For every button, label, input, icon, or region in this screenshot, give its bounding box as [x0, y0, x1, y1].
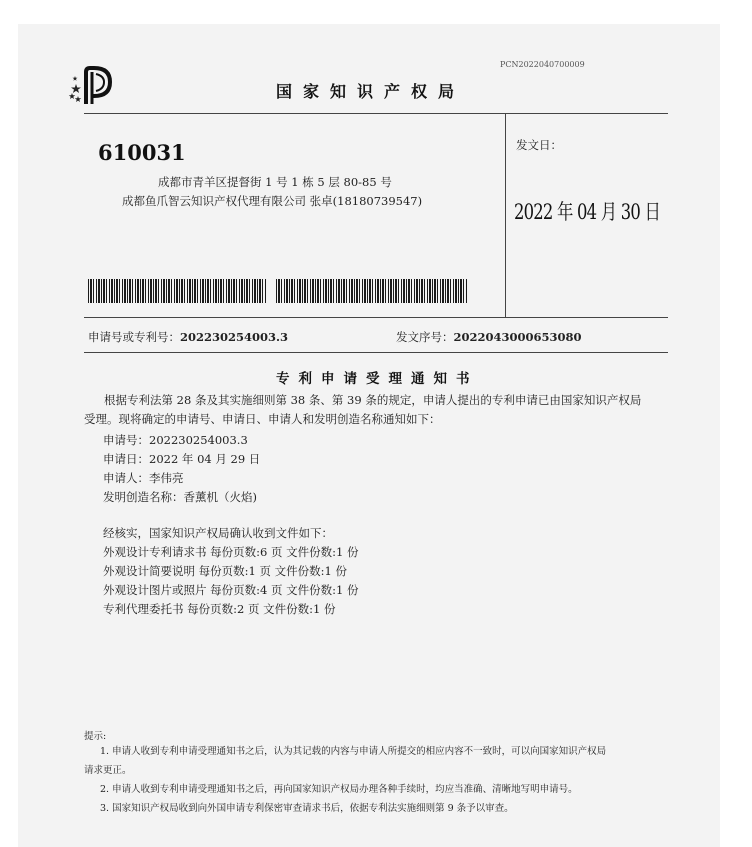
tip-1-line-2: 请求更正。	[84, 765, 132, 776]
cnipa-logo	[66, 66, 122, 106]
document-item: 外观设计图片或照片 每份页数:4 页 文件份数:1 份	[103, 583, 359, 597]
serial-number-label: 发文序号：	[396, 330, 454, 344]
application-number: 申请号：202230254003.3	[103, 433, 248, 447]
serial-number-value: 2022043000653080	[453, 330, 582, 344]
tips-heading: 提示:	[84, 731, 107, 742]
dispatch-date-label: 发文日：	[516, 138, 562, 152]
tip-3: 3. 国家知识产权局收到向外国申请专利保密审查请求书后，依据专利法实施细则第 9 条予以审查。	[100, 803, 514, 814]
tip-2: 2. 申请人收到专利申请受理通知书之后，再向国家知识产权局办理各种手续时，均应当准确、清晰地写明申请号。	[100, 784, 578, 795]
header-divider	[84, 113, 668, 114]
serial-number-row	[396, 329, 582, 345]
document-item: 外观设计简要说明 每份页数:1 页 文件份数:1 份	[103, 564, 348, 578]
barcode-divider	[84, 317, 668, 318]
office-name: 国家知识产权局	[276, 82, 466, 101]
notice-title: 专利申请受理通知书	[276, 371, 479, 387]
application-number-value: 202230254003.3	[180, 330, 289, 344]
tip-1-line-1: 1. 申请人收到专利申请受理通知书之后，认为其记载的内容与申请人所提交的相应内容不一致时，可以向国家知识产权局	[100, 746, 607, 757]
document-item: 专利代理委托书 每份页数:2 页 文件份数:1 份	[103, 602, 336, 616]
date-column-divider	[505, 113, 506, 317]
intro-paragraph	[84, 391, 674, 429]
application-number-label: 申请号或专利号：	[88, 330, 180, 344]
intro-line-1: 根据专利法第 28 条及其实施细则第 38 条、第 39 条的规定，申请人提出的专利申请已由国家知识产权局	[104, 393, 642, 407]
recipient-agency: 成都鱼爪智云知识产权代理有限公司 张卓(18180739547)	[122, 194, 423, 208]
intro-line-2: 受理。现将确定的申请号、申请日、申请人和发明创造名称通知如下：	[84, 412, 441, 426]
application-date: 申请日：2022 年 04 月 29 日	[103, 452, 261, 466]
applicant: 申请人：李伟亮	[103, 471, 184, 485]
document-item: 外观设计专利请求书 每份页数:6 页 文件份数:1 份	[103, 545, 359, 559]
received-intro: 经核实，国家知识产权局确认收到文件如下：	[103, 526, 333, 540]
title-divider	[84, 352, 668, 353]
recipient-address: 成都市青羊区提督街 1 号 1 栋 5 层 80-85 号	[158, 175, 392, 189]
postal-code: 610031	[98, 140, 186, 165]
document-id: PCN2022040700009	[500, 60, 585, 69]
barcode-left	[88, 279, 266, 303]
dispatch-date: 2022 年 04 月 30 日	[514, 200, 661, 224]
application-number-row	[88, 329, 288, 345]
barcode-right	[276, 279, 467, 303]
invention-name: 发明创造名称：香薰机（火焰)	[103, 490, 257, 504]
